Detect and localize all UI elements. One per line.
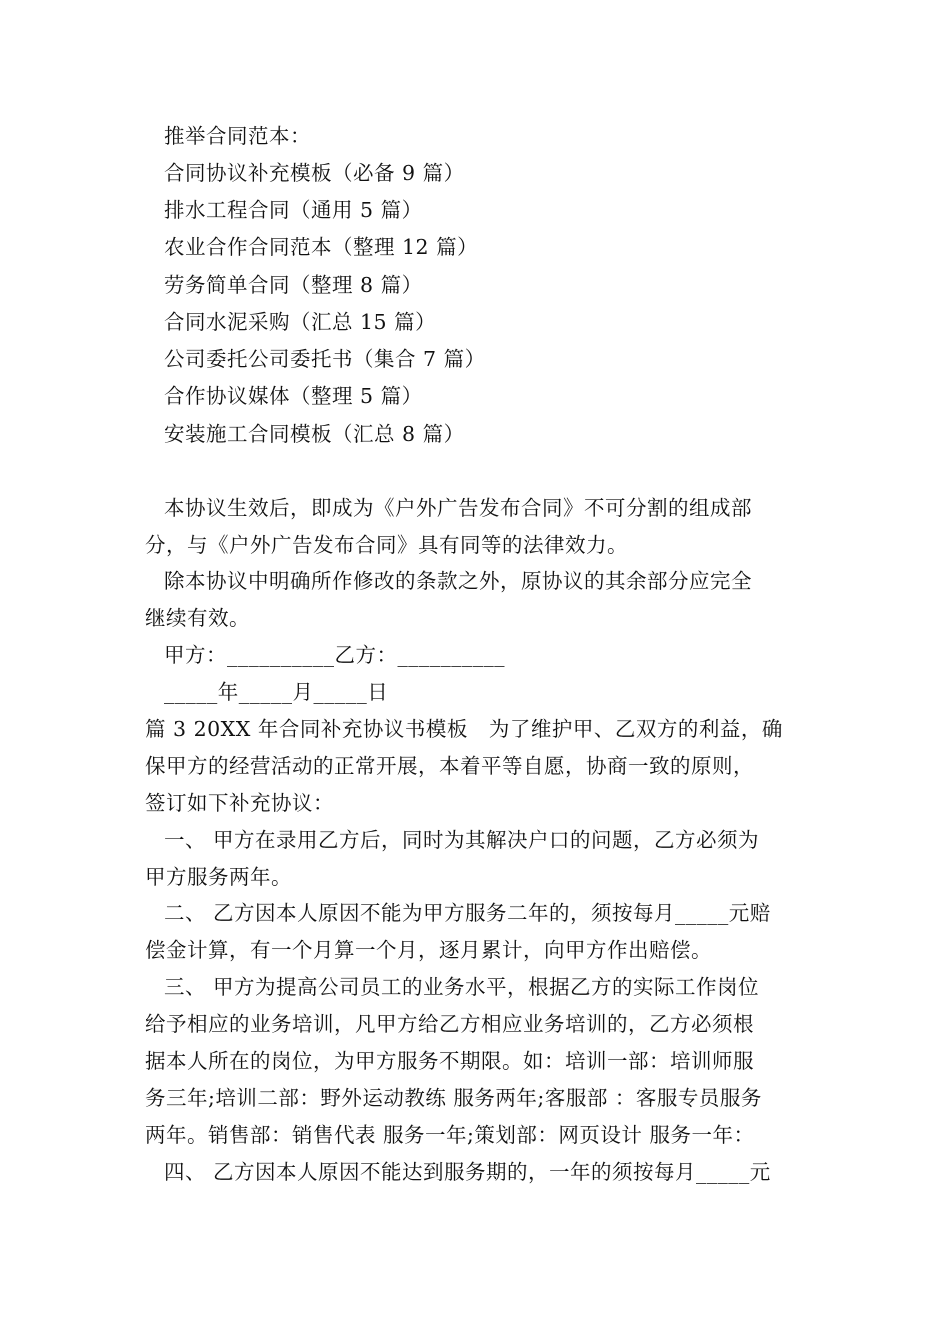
signature-parties: 甲方：__________乙方：__________ — [164, 643, 505, 667]
paragraph-line: 分，与《户外广告发布合同》具有同等的法律效力。 — [145, 533, 628, 557]
clause-line: 务三年;培训二部：野外运动教练 服务两年;客服部 ：客服专员服务 — [145, 1086, 762, 1110]
clause-line: 一、 甲方在录用乙方后，同时为其解决户口的问题，乙方必须为 — [164, 828, 760, 852]
recommend-item: 排水工程合同（通用 5 篇） — [164, 198, 423, 222]
paragraph-line: 保甲方的经营活动的正常开展，本着平等自愿，协商一致的原则， — [145, 754, 754, 778]
clause-line: 四、 乙方因本人原因不能达到服务期的，一年的须按每月_____元 — [164, 1160, 771, 1184]
recommend-heading: 推举合同范本： — [164, 124, 311, 148]
recommend-item: 农业合作合同范本（整理 12 篇） — [164, 235, 479, 259]
recommend-item: 合同水泥采购（汇总 15 篇） — [164, 310, 437, 334]
clause-line: 两年。销售部：销售代表 服务一年;策划部：网页设计 服务一年： — [145, 1123, 755, 1147]
clause-line: 二、 乙方因本人原因不能为甲方服务二年的，须按每月_____元赔 — [164, 901, 771, 925]
recommend-item: 公司委托公司委托书（集合 7 篇） — [164, 347, 486, 371]
recommend-item: 合同协议补充模板（必备 9 篇） — [164, 161, 465, 185]
clause-line: 三、 甲方为提高公司员工的业务水平，根据乙方的实际工作岗位 — [164, 975, 760, 999]
paragraph-line: 本协议生效后，即成为《户外广告发布合同》不可分割的组成部 — [164, 496, 752, 520]
recommend-item: 安装施工合同模板（汇总 8 篇） — [164, 422, 465, 446]
paragraph-line: 除本协议中明确所作修改的条款之外，原协议的其余部分应完全 — [164, 569, 752, 593]
clause-line: 偿金计算，有一个月算一个月，逐月累计，向甲方作出赔偿。 — [145, 938, 712, 962]
paragraph-line: 签订如下补充协议： — [145, 791, 334, 815]
clause-line: 给予相应的业务培训，凡甲方给乙方相应业务培训的，乙方必须根 — [145, 1012, 754, 1036]
signature-date: _____年_____月_____日 — [164, 680, 389, 704]
paragraph-line: 继续有效。 — [145, 606, 250, 630]
clause-line: 甲方服务两年。 — [145, 865, 292, 889]
paragraph-line: 篇 3 20XX 年合同补充协议书模板 为了维护甲、乙双方的利益，确 — [145, 717, 783, 741]
recommend-item: 劳务简单合同（整理 8 篇） — [164, 273, 423, 297]
clause-line: 据本人所在的岗位，为甲方服务不期限。如：培训一部：培训师服 — [145, 1049, 754, 1073]
recommend-item: 合作协议媒体（整理 5 篇） — [164, 384, 423, 408]
